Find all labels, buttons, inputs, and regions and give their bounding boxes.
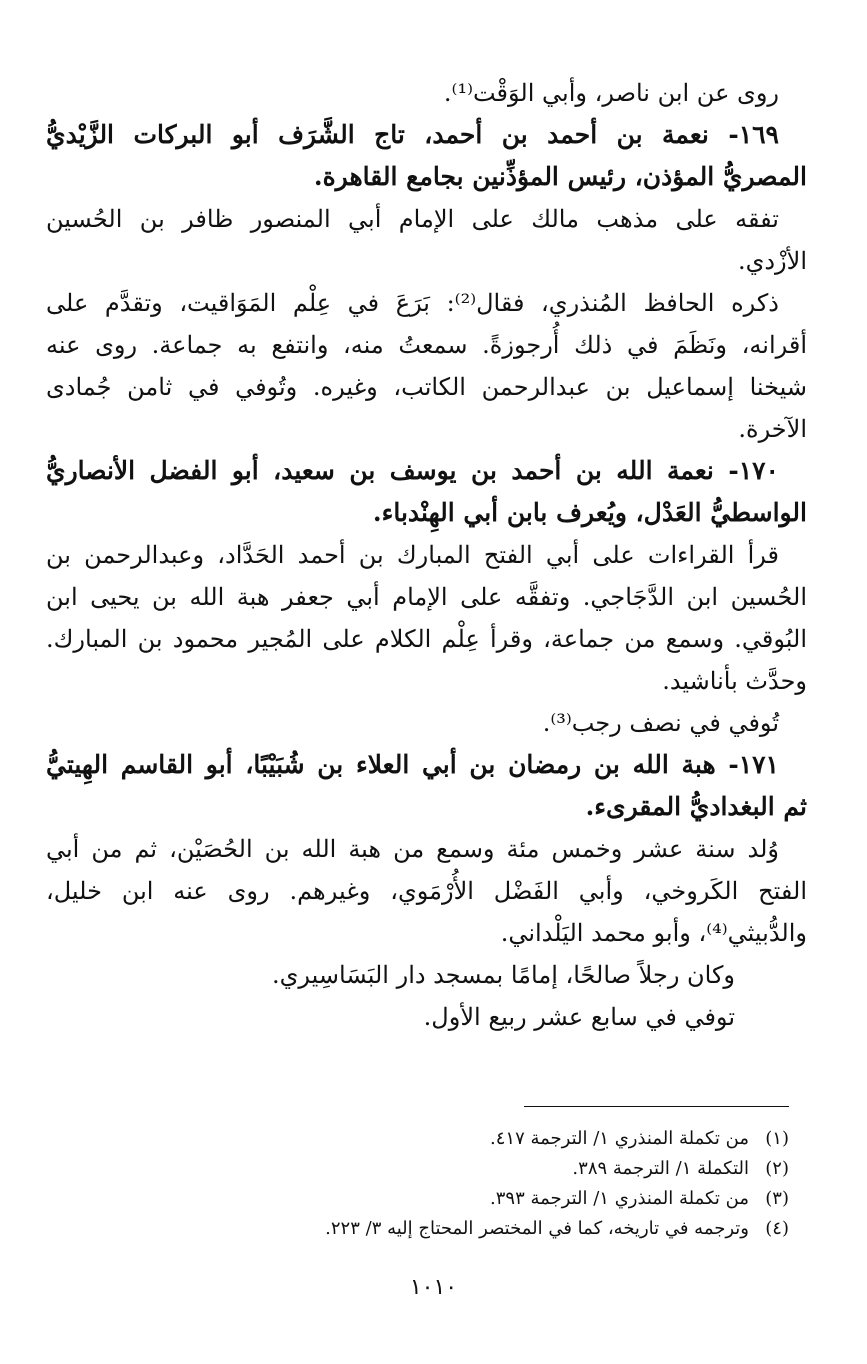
text-line: والدُّبيثي⁽⁴⁾، وأبو محمد اليَلْداني.	[500, 919, 807, 947]
text-line: قرأ القراءات على أبي الفتح المبارك بن أحمد الحَدَّاد، وعبدالرحمن بن	[46, 541, 779, 569]
entry-heading-line: الواسطيُّ العَدْل، ويُعرف بابن أبي الهِنْدباء.	[372, 498, 807, 527]
entry-heading-line: ١٧٠- نعمة الله بن أحمد بن يوسف بن سعيد، أبو الفضل الأنصاريُّ	[46, 456, 779, 485]
text-line: البُوقي. وسمع من جماعة، وقرأ عِلْم الكلام على المُجير محمود بن المبارك.	[46, 625, 807, 653]
page-number: ١٠١٠	[409, 1275, 458, 1300]
text-line: الآخرة.	[738, 415, 807, 443]
text-line: الفتح الكَروخي، وأبي الفَضْل الأُرْمَوي، وغيرهم. روى عنه ابن خليل،	[46, 877, 807, 905]
footnote	[229, 1214, 789, 1244]
footnote	[229, 1184, 789, 1214]
text-line: شيخنا إسماعيل بن عبدالرحمن الكاتب، وغيره. وتُوفي في ثامن جُمادى	[46, 373, 807, 401]
text-line: تفقه على مذهب مالك على الإمام أبي المنصور ظافر بن الحُسين	[46, 205, 779, 233]
footnote-text: وترجمه في تاريخه، كما في المختصر المحتاج إليه ٣/ ٢٢٣.	[325, 1218, 749, 1239]
text-line: تُوفي في نصف رجب⁽³⁾.	[542, 709, 779, 737]
footnote-text: التكملة ١/ الترجمة ٣٨٩.	[572, 1158, 749, 1179]
footnote	[229, 1154, 789, 1184]
footnote-number: (٤)	[765, 1218, 789, 1239]
entry-heading-line: ١٧١- هبة الله بن رمضان بن أبي العلاء بن شُبَيْبًا، أبو القاسم الهِيتيُّ	[46, 750, 779, 779]
entry-heading-line: المصريُّ المؤذن، رئيس المؤذِّنين بجامع القاهرة.	[313, 162, 807, 191]
footnote-separator	[524, 1106, 789, 1107]
text-line: الحُسين ابن الدَّجَاجي. وتفقَّه على الإمام أبي جعفر هبة الله بن يحيى ابن	[46, 583, 807, 611]
text-line: الأزْدي.	[737, 247, 807, 275]
text-line: وُلد سنة عشر وخمس مئة وسمع من هبة الله بن الحُصَيْن، ثم من أبي	[46, 835, 779, 863]
text-line: روى عن ابن ناصر، وأبي الوَقْت⁽¹⁾.	[443, 79, 779, 107]
footnotes	[229, 1124, 789, 1244]
text-line: أقرانه، ونَظَمَ في ذلك أُرجوزةً. سمعتُ منه، وانتفع به جماعة. روى عنه	[46, 331, 807, 359]
text-line: ذكره الحافظ المُنذري، فقال⁽²⁾: بَرَعَ في عِلْم المَوَاقيت، وتقدَّم على	[46, 289, 779, 317]
entry-heading-line: ١٦٩- نعمة بن أحمد بن أحمد، تاج الشَّرَف أبو البركات الزَّيْديُّ	[46, 120, 779, 149]
footnote-number: (٢)	[765, 1158, 789, 1179]
entry-heading-line: ثم البغداديُّ المقرىء.	[585, 792, 807, 821]
footnote-text: من تكملة المنذري ١/ الترجمة ٣٩٣.	[490, 1188, 749, 1209]
footnote-text: من تكملة المنذري ١/ الترجمة ٤١٧.	[490, 1128, 749, 1149]
text-line: توفي في سابع عشر ربيع الأول.	[423, 1003, 735, 1031]
footnote-number: (٣)	[765, 1188, 789, 1209]
main-text	[46, 72, 807, 1038]
text-line: وكان رجلاً صالحًا، إمامًا بمسجد دار البَسَاسِيري.	[272, 961, 735, 989]
footnote-number: (١)	[765, 1128, 789, 1149]
text-line: وحدَّث بأناشيد.	[662, 667, 807, 695]
footnote	[229, 1124, 789, 1154]
